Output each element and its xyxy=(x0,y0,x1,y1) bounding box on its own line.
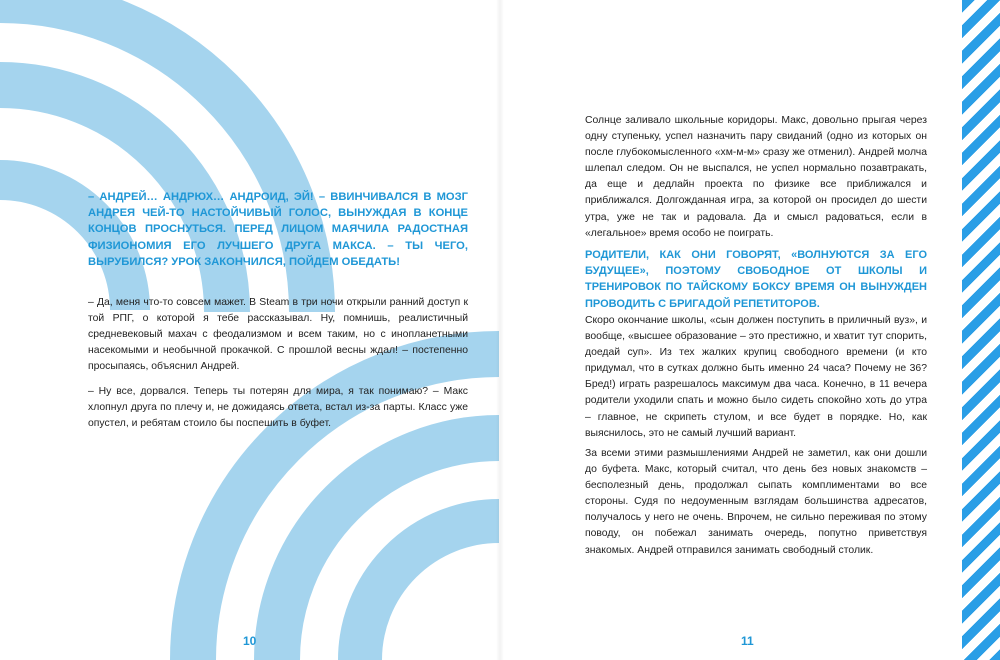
page-number-right: 11 xyxy=(741,634,754,648)
page-number-left: 10 xyxy=(243,634,257,648)
right-paragraph-3: За всеми этими размышлениями Андрей не заметил, как они дошли до буфета. Макс, который считал, что день без новых знакомств – бесполезный день, продолжал сыпать комплиментами во все стороны. Судя по недоуменным взглядам большинства адресатов, получалось у него не очень. Впрочем, не сильно переживая по этому поводу, он побежал занимать очередь, попутно приветствуя знакомых. Андрей отправился занимать свободный столик. xyxy=(585,448,927,556)
arc-bottom-inner xyxy=(360,521,499,660)
left-paragraph-1: – Да, меня что-то совсем мажет. В Steam в три ночи открыли ранний доступ к той РПГ, о которой я тебе рассказывал. Ну, помнишь, реалистичный средневековый махач с феодализмом и всем таким, но с инопланетными насекомыми и необычной прокачкой. С прошлой весны ждал! – постепенно просыпаясь, объяснил Андрей. xyxy=(88,297,468,373)
book-spine xyxy=(496,0,504,660)
left-paragraph-2: – Ну все, дорвался. Теперь ты потерян для мира, я так понимаю? – Макс хлопнул друга по плечу и, не дожидаясь ответа, встал из-за парты. Класс уже опустел, и ребятам стоило бы поспешить в буфет. xyxy=(88,386,468,430)
right-paragraph-1: Солнце заливало школьные коридоры. Макс, довольно прыгая через одну ступеньку, успел назначить пару свиданий (одно из которых он после глубокомысленного «хм-м-м» сразу же отменил). Андрей молча шлепал следом. Он не выспался, не успел нормально позавтракать, да еще и дедлайн проекта по физике все приближался и приближался. Долгожданная игра, за которой он просидел до шести утра, уже не так и радовала. Да и смысл радоваться, если в «легальное» время особо не поиграть. xyxy=(585,115,927,239)
right-paragraph-2: Скоро окончание школы, «сын должен поступить в приличный вуз», и вообще, «высшее образование – это престижно, и хватит тут спорить, доедай суп». Из тех жалких крупиц свободного времени (и кто придумал, что в сутках должно быть именно 24 часа? Почему не 36? Бред!) играть разрешалось максимум два часа. Конечно, в 11 вечера родители уходили спать и можно было сидеть спокойно хоть до утра – главное, не скрипеть стулом, и все будет в порядке. Но, как выяснилось, это не самый лучший вариант. xyxy=(585,315,927,439)
decorative-stripes xyxy=(962,0,1000,660)
right-lead-text: РОДИТЕЛИ, КАК ОНИ ГОВОРЯТ, «ВОЛНУЮТСЯ ЗА ЕГО БУДУЩЕЕ», ПОЭТОМУ СВОБОДНОЕ ОТ ШКОЛЫ И ТРЕНИРОВОК ПО ТАЙСКОМУ БОКСУ ВРЕМЯ ОН ВЫНУЖДЕН ПРОВОДИТЬ С БРИГАДОЙ РЕПЕТИТОРОВ. xyxy=(585,249,927,310)
left-lead-text: – АНДРЕЙ… АНДРЮХ… АНДРОИД, ЭЙ! – ВВИНЧИВАЛСЯ В МОЗГ АНДРЕЯ ЧЕЙ-ТО НАСТОЙЧИВЫЙ ГОЛОС, ВЫНУЖДАЯ В КОНЦЕ КОНЦОВ ПРОСНУТЬСЯ. ПЕРЕД ЛИЦОМ МАЯЧИЛА РАДОСТНАЯ ФИЗИОНОМИЯ ЕГО ЛУЧШЕГО ДРУГА МАКСА. – ТЫ ЧЕГО, ВЫРУБИЛСЯ? УРОК ЗАКОНЧИЛСЯ, ПОЙДЕМ ОБЕДАТЬ! xyxy=(88,191,468,268)
